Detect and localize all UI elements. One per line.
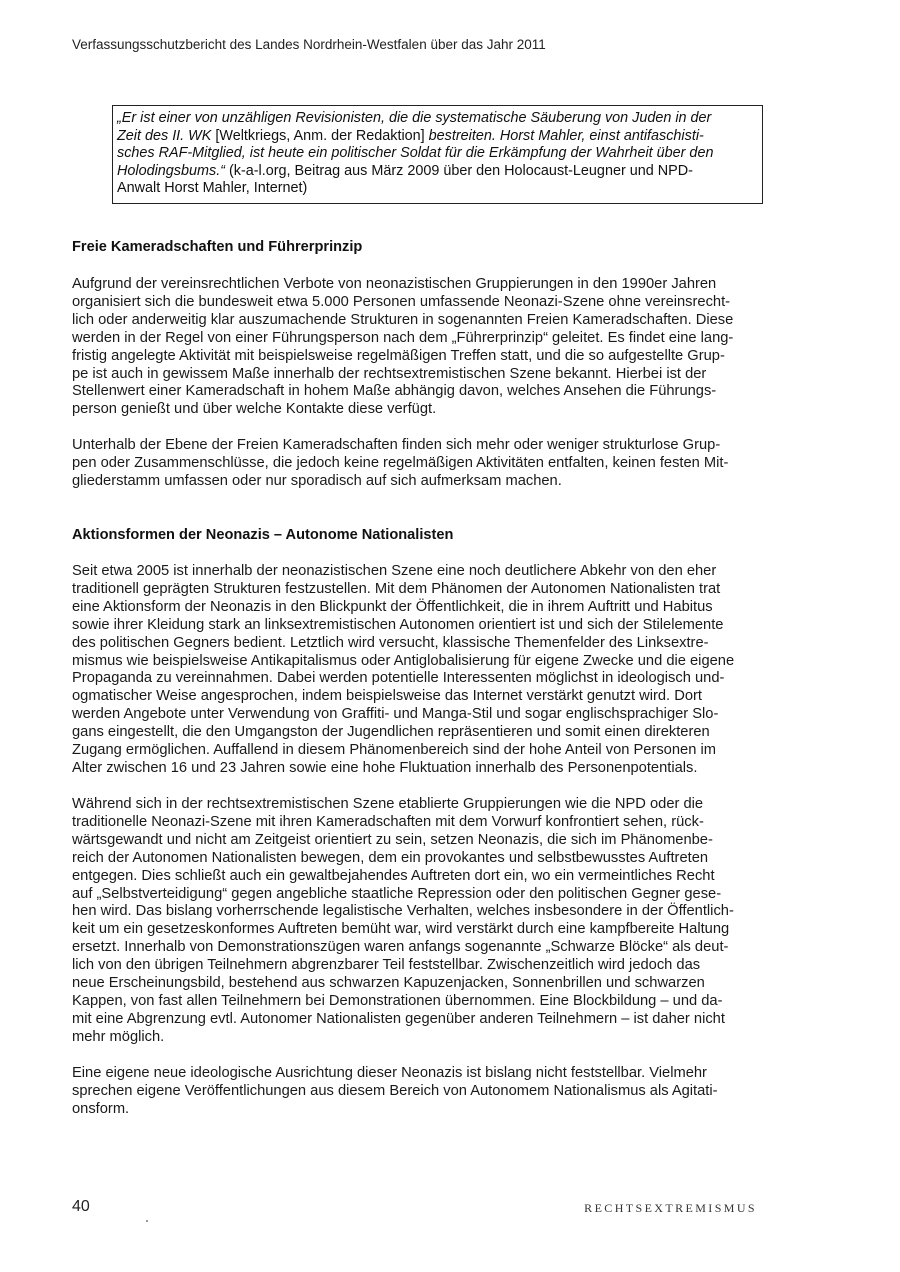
text-line: Propaganda zu vereinnahmen. Dabei werden potentielle Interessenten möglichst in ideologisch und- [72, 670, 725, 687]
text-line: mehr möglich. [72, 1028, 165, 1045]
paragraph [72, 276, 762, 419]
text-line: person genießt und über welche Kontakte diese verfügt. [72, 401, 437, 418]
paragraph [72, 1065, 762, 1119]
scan-speck [146, 1220, 148, 1222]
text-line: Zugang ermöglichen. Auffallend in diesem Phänomenbereich sind der hohe Anteil von Personen im [72, 742, 716, 759]
quote-line [117, 128, 756, 146]
quote-italic-text: bestreiten. Horst Mahler, einst antifaschisti- [424, 127, 704, 144]
text-line: mismus wie beispielsweise Antikapitalismus oder Antiglobalisierung für eigene Zwecke und die eigene [72, 652, 735, 669]
text-line: Alter zwischen 16 und 23 Jahren sowie eine hohe Fluktuation innerhalb des Personenpotentials. [72, 759, 698, 776]
section-heading-autonome-nationalisten: Aktionsformen der Neonazis – Autonome Nationalisten [72, 527, 454, 543]
text-line: lich oder anderweitig klar auszumachende Strukturen in sogenannten Freien Kameradschaften. Diese [72, 311, 734, 328]
quote-source: (k-a-l.org, Beitrag aus März 2009 über den Holocaust-Leugner und NPD- [224, 162, 693, 179]
quote-source: Anwalt Horst Mahler, Internet) [117, 180, 308, 197]
text-line: Eine eigene neue ideologische Ausrichtung dieser Neonazis ist bislang nicht feststellbar. Vielmehr [72, 1065, 707, 1081]
paragraph [72, 796, 762, 1047]
text-line: auf „Selbstverteidigung“ gegen angebliche staatliche Repression oder den politischen Gegner gese- [72, 885, 722, 902]
text-line: hen wird. Das bislang vorherrschende legalistische Verhalten, welches insbesondere in der Öffentlich- [72, 903, 734, 920]
quote-line [117, 110, 756, 128]
quote-italic-text: sches RAF-Mitglied, ist heute ein politischer Soldat für die Erkämpfung der Wahrheit über den [117, 145, 714, 162]
text-line: wärtsgewandt und nicht am Zeitgeist orientiert zu sein, setzen Neonazis, die sich im Phänomenbe- [72, 831, 713, 848]
text-line: Unterhalb der Ebene der Freien Kameradschaften finden sich mehr oder weniger strukturlose Grup- [72, 437, 721, 453]
quote-italic-text: „Er ist einer von unzähligen Revisionisten, die die systematische Säuberung von Juden in der [117, 110, 712, 126]
text-line: pen oder Zusammenschlüsse, die jedoch keine regelmäßigen Aktivitäten entfalten, keinen festen Mit- [72, 454, 729, 471]
text-line: lich von den übrigen Teilnehmern abgrenzbarer Teil feststellbar. Zwischenzeitlich wird jedoch das [72, 957, 701, 974]
text-line: neue Erscheinungsbild, bestehend aus schwarzen Kapuzenjacken, Sonnenbrillen und schwarzen [72, 975, 705, 992]
text-line: Während sich in der rechtsextremistischen Szene etablierte Gruppierungen wie die NPD oder die [72, 796, 704, 812]
text-line: Seit etwa 2005 ist innerhalb der neonazistischen Szene eine noch deutlichere Abkehr von den eher [72, 563, 717, 579]
text-line: sowie ihrer Kleidung stark an linksextremistischen Autonomen orientiert ist und sich der Stilelemente [72, 616, 724, 633]
section-heading-kameradschaften: Freie Kameradschaften und Führerprinzip [72, 239, 363, 255]
quote-editor-note: [Weltkriegs, Anm. der Redaktion] [215, 127, 425, 144]
quote-line [117, 180, 756, 198]
running-header: Verfassungsschutzbericht des Landes Nordrhein-Westfalen über das Jahr 2011 [72, 37, 546, 52]
text-line: onsform. [72, 1100, 130, 1117]
text-line: keit um ein gesetzeskonformes Auftreten bemüht war, wird verstärkt durch eine kampfbereite Haltung [72, 921, 730, 938]
text-line: sprechen eigene Veröffentlichungen aus diesem Bereich von Autonomem Nationalismus als Agitati- [72, 1082, 718, 1099]
text-line: gliederstamm umfassen oder nur sporadisch auf sich aufmerksam machen. [72, 472, 562, 489]
text-line: gans eingestellt, die den Umgangston der Jugendlichen repräsentieren und somit einen direkteren [72, 724, 710, 741]
text-line: fristig angelegte Aktivität mit beispielsweise regelmäßigen Treffen statt, und die so aufgestellte Grup- [72, 347, 725, 364]
text-line: traditionell geprägten Strukturen festzustellen. Mit dem Phänomen der Autonomen Nationalisten trat [72, 580, 721, 597]
paragraph [72, 437, 762, 491]
text-line: mit eine Abgrenzung evtl. Autonomer Nationalisten gegenüber anderen Teilnehmern – ist daher nicht [72, 1010, 725, 1027]
text-line: ersetzt. Innerhalb von Demonstrationszügen waren anfangs sogenannte „Schwarze Blöcke“ als deut- [72, 939, 729, 956]
text-line: Aufgrund der vereinsrechtlichen Verbote von neonazistischen Gruppierungen in den 1990er Jahren [72, 276, 717, 292]
quote-line [117, 163, 756, 181]
text-line: werden Angebote unter Verwendung von Graffiti- und Manga-Stil und sogar englischsprachiger Slo- [72, 706, 719, 723]
quote-line [117, 145, 756, 163]
page-number: 40 [72, 1198, 90, 1215]
text-line: ogmatischer Weise angesprochen, indem beispielsweise das Internet verstärkt genutzt wird. Dort [72, 688, 702, 705]
text-line: Stellenwert einer Kameradschaft in hohem Maße abhängig davon, welches Ansehen die Führungs- [72, 383, 717, 400]
text-line: reich der Autonomen Nationalisten bewegen, dem ein provokantes und selbstbewusstes Auftreten [72, 849, 709, 866]
text-line: Kappen, von fast allen Teilnehmern bei Demonstrationen übernommen. Eine Blockbildung – und da- [72, 992, 723, 1009]
text-line: traditionelle Neonazi-Szene mit ihren Kameradschaften mit dem Vorwurf konfrontiert sehen, rück- [72, 813, 704, 830]
footer-section-label: RECHTSEXTREMISMUS [584, 1201, 757, 1215]
quote-box [112, 105, 763, 204]
text-line: werden in der Regel von einer Führungsperson nach dem „Führerprinzip“ geleitet. Es findet eine lang- [72, 329, 734, 346]
quote-italic-text: Holodingsbums.“ [117, 162, 225, 179]
text-line: pe ist auch in gewissem Maße innerhalb der rechtsextremistischen Szene bekannt. Hierbei ist der [72, 365, 707, 382]
text-line: organisiert sich die bundesweit etwa 5.000 Personen umfassende Neonazi-Szene ohne vereinsrecht- [72, 293, 731, 310]
text-line: eine Aktionsform der Neonazis in den Blickpunkt der Öffentlichkeit, die in ihrem Auftritt und Habitus [72, 598, 713, 615]
paragraph [72, 563, 762, 778]
text-line: des politischen Gegners bedient. Letztlich wird versucht, klassische Themenfelder des Linksextre- [72, 634, 709, 651]
text-line: entgegen. Dies schließt auch ein gewaltbejahendes Auftreten dort ein, wo ein vermeintliches Recht [72, 867, 715, 884]
quote-italic-text: Zeit des II. WK [117, 127, 216, 144]
